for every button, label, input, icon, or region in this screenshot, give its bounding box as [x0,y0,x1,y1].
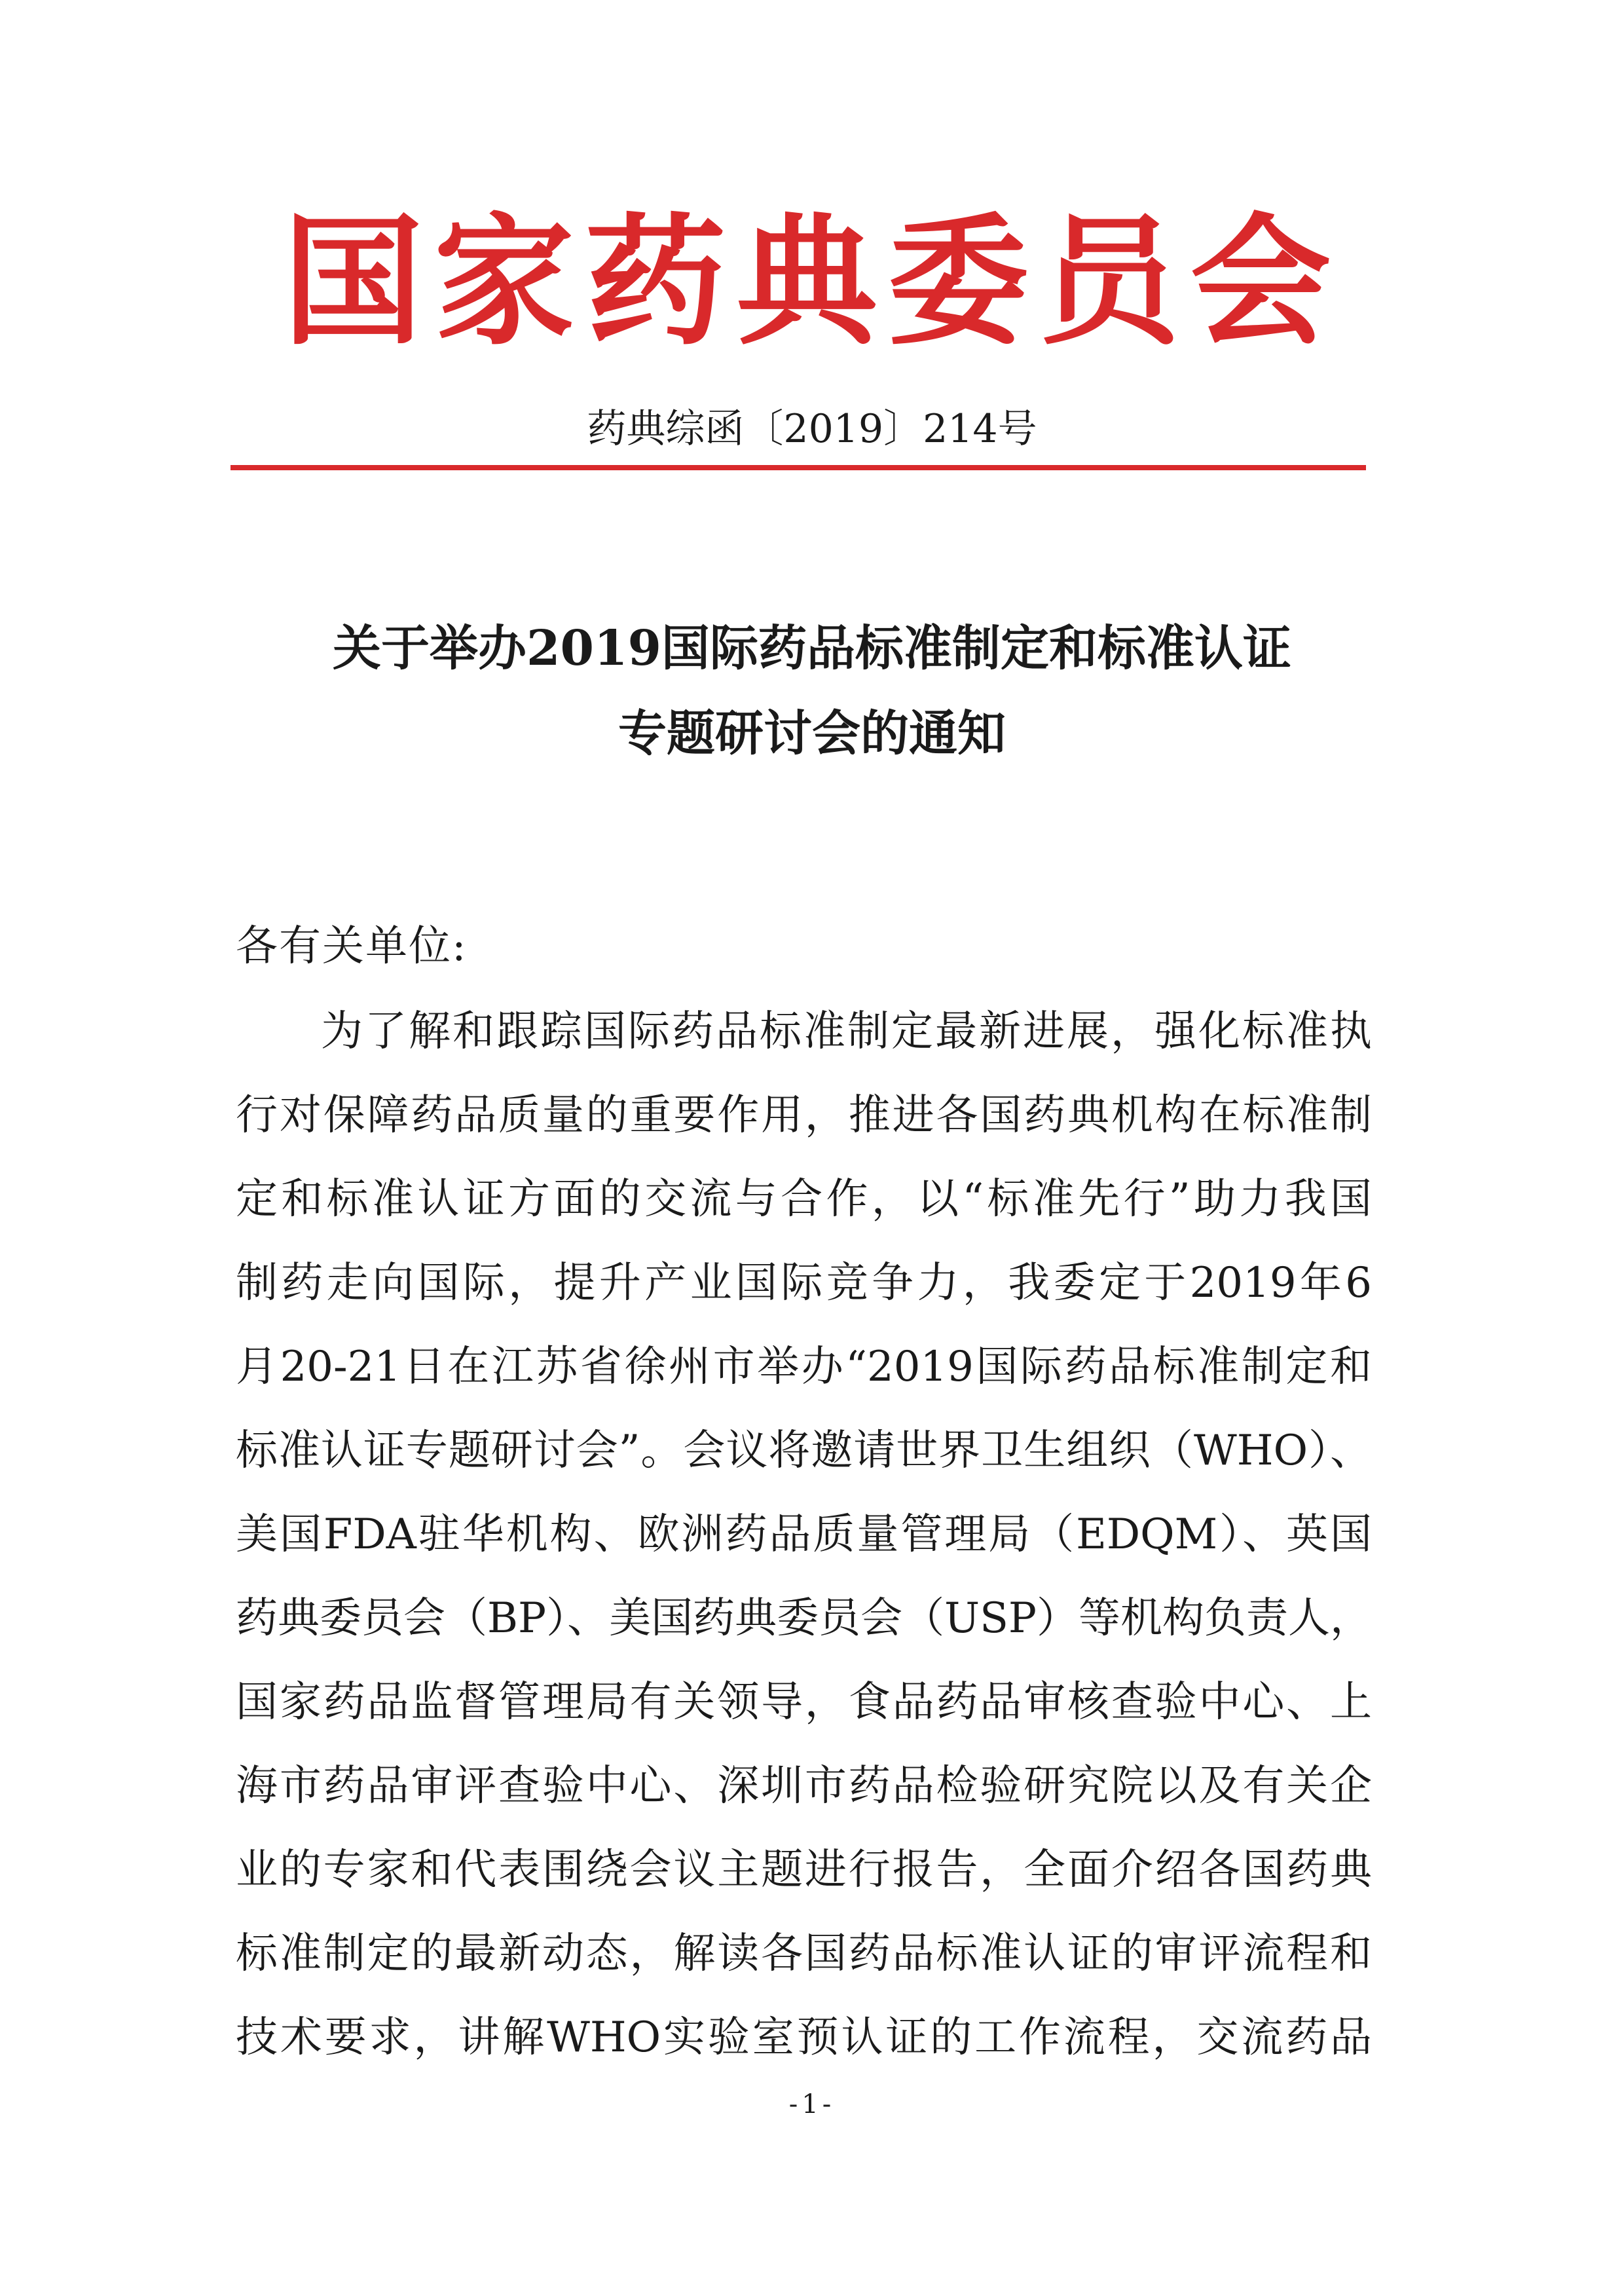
body-line: 月20-21日在江苏省徐州市举办“2019国际药品标准制定和 [236,1343,1372,1391]
red-divider-line [231,465,1366,470]
body-line: 技术要求，讲解WHO实验室预认证的工作流程，交流药品 [236,2013,1372,2062]
body-line: 药典委员会（BP）、美国药典委员会（USP）等机构负责人， [236,1594,1372,1643]
body-line: 海市药品审评查验中心、深圳市药品检验研究院以及有关企 [236,1762,1372,1810]
body-line: 标准认证专题研讨会”。会议将邀请世界卫生组织（WHO）、 [236,1427,1372,1475]
document-title [196,606,1428,776]
body-line: 行对保障药品质量的重要作用，推进各国药典机构在标准制 [236,1091,1372,1140]
document-number: 药典综函〔2019〕214号 [587,406,1037,452]
salutation: 各有关单位: [236,922,468,971]
page-number: -1- [788,2089,836,2119]
body-line: 为了解和跟踪国际药品标准制定最新进展，强化标准执 [321,1007,1372,1056]
body-line: 美国FDA驻华机构、欧洲药品质量管理局（EDQM）、英国 [236,1510,1372,1559]
body-line: 业的专家和代表围绕会议主题进行报告，全面介绍各国药典 [236,1846,1372,1894]
title-line: 关于举办2019国际药品标准制定和标准认证 [333,620,1291,677]
body-line: 标准制定的最新动态，解读各国药品标准认证的审评流程和 [236,1930,1372,1978]
body-line: 定和标准认证方面的交流与合作，以“标准先行”助力我国 [236,1175,1372,1223]
body-line: 国家药品监督管理局有关领导，食品药品审核查验中心、上 [236,1678,1372,1726]
issuer-header: 国家药典委员会 [282,198,1342,364]
title-line: 专题研讨会的通知 [618,705,1006,762]
body-line: 制药走向国际，提升产业国际竞争力，我委定于2019年6 [236,1259,1372,1307]
